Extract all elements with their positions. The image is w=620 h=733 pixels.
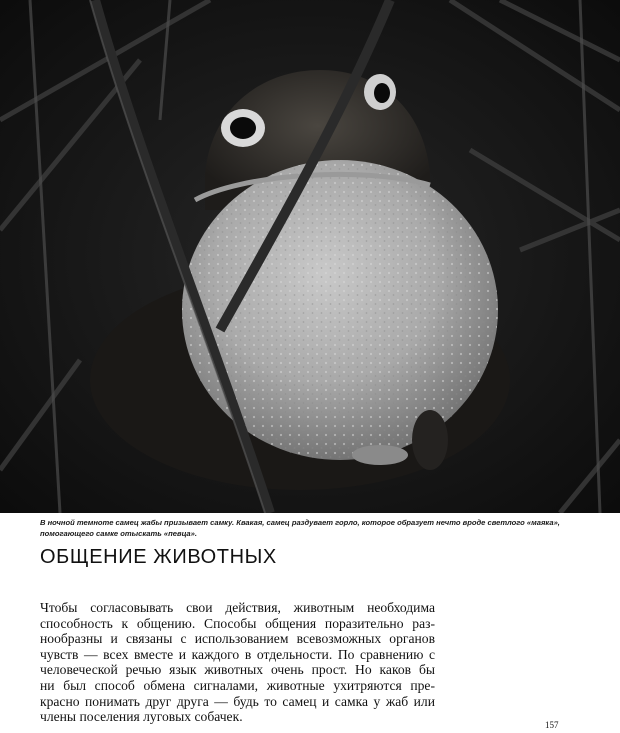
section-title: ОБЩЕНИЕ ЖИВОТНЫХ: [40, 546, 277, 568]
page-number: 157: [545, 720, 559, 730]
body-paragraph: [40, 600, 435, 725]
body-line: чувств — всех вместе и каждого в отдельности. По сравнению с: [40, 646, 435, 662]
body-line: нообразны и связаны с использованием всевозможных органов: [40, 631, 435, 647]
caption-line-1: В ночной темноте самец жабы призывает самку. Квакая, самец раздувает горло, которое образует нечто вроде светлого «маяка»,: [40, 518, 560, 527]
body-line: человеческой речью язык животных очень прост. Но каков бы: [40, 662, 435, 678]
toad-foot: [352, 445, 408, 465]
caption-line-2: помогающего самке отыскать «певца».: [40, 529, 197, 538]
photo-caption: [40, 517, 585, 539]
body-line: Чтобы согласовывать свои действия, животным необходима: [40, 600, 435, 615]
body-line: способность к общению. Способы общения поразительно раз-: [40, 615, 435, 631]
body-line: ни был способ обмена сигналами, животные ухитряются пре-: [40, 677, 435, 693]
body-line: члены поселения луговых собачек.: [40, 709, 243, 725]
body-line: красно понимать друг друга — будь то самец и самка у жаб или: [40, 693, 435, 709]
